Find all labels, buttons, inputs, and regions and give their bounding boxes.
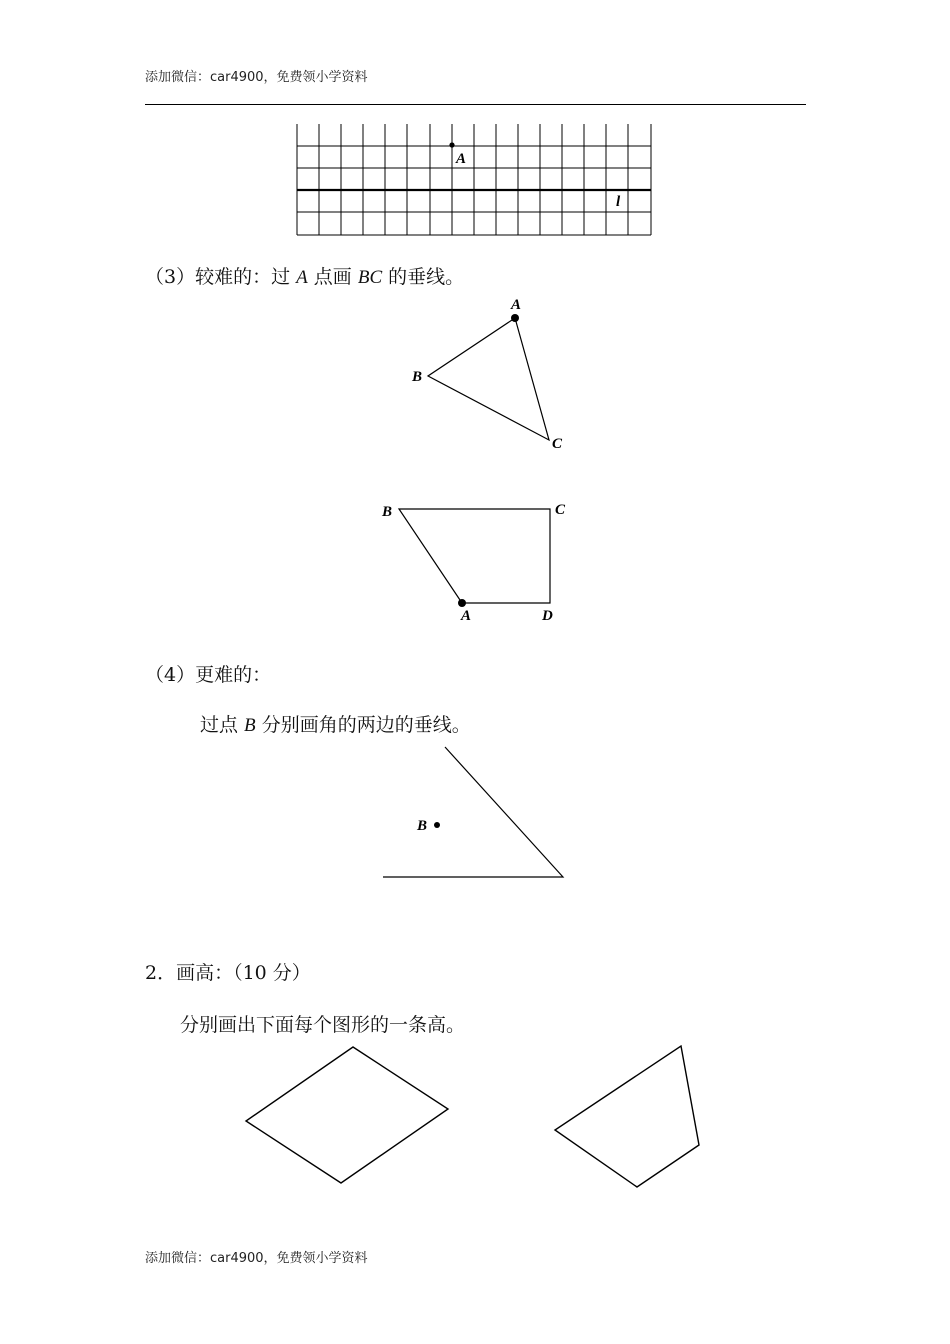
q3-prompt: （3）较难的：过 A 点画 BC 的垂线。 — [145, 266, 465, 288]
page-header: 添加微信：car4900，免费领小学资料 — [145, 70, 368, 85]
grid-point-a-label: A — [456, 151, 467, 167]
grid-point-a — [449, 142, 454, 147]
trapezoid-label-c: C — [555, 502, 566, 518]
q4-instruction: 过点 B 分别画角的两边的垂线。 — [200, 714, 471, 736]
grid-figure — [297, 124, 651, 235]
trapezoid-label-b: B — [382, 504, 393, 520]
trapezoid-label-a: A — [461, 608, 472, 624]
section2-instruction: 分别画出下面每个图形的一条高。 — [180, 1014, 466, 1036]
quadrilateral-figure — [555, 1046, 699, 1187]
triangle-label-a: A — [511, 297, 522, 313]
triangle-label-c: C — [552, 436, 563, 452]
triangle-figure — [411, 297, 563, 452]
trapezoid-point-a — [458, 599, 466, 607]
section2-title: 2．画高：（10 分） — [145, 962, 311, 984]
angle-point-b — [434, 822, 440, 828]
page-footer: 添加微信：car4900，免费领小学资料 — [145, 1251, 368, 1266]
triangle-point-a — [511, 314, 519, 322]
line-l-label: l — [616, 194, 621, 210]
angle-figure — [383, 747, 563, 877]
q4-title: （4）更难的： — [145, 664, 272, 686]
rhombus-figure — [246, 1047, 448, 1183]
trapezoid-label-d: D — [542, 608, 553, 624]
angle-label-b: B — [417, 818, 428, 834]
trapezoid-figure — [381, 502, 566, 624]
triangle-label-b: B — [412, 369, 423, 385]
